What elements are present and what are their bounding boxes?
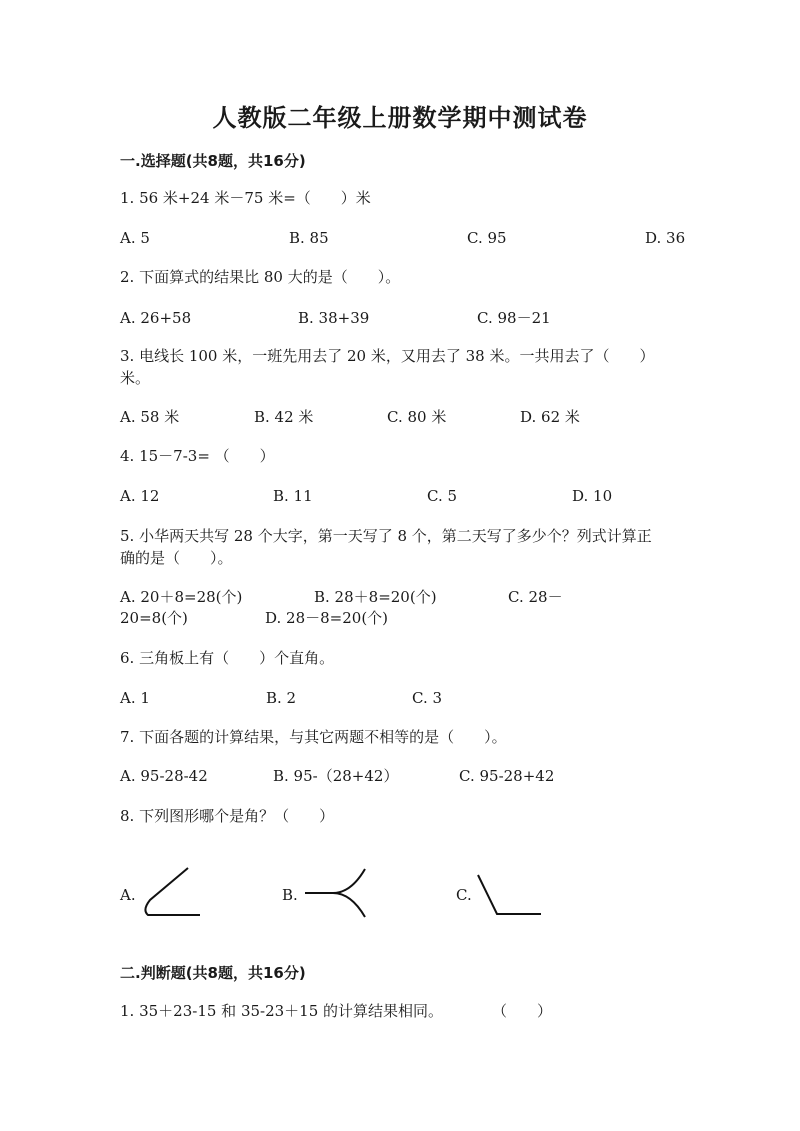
q2-option-c: C. 98－21 [477,309,551,327]
q1-option-d: D. 36 [645,229,686,247]
curved-figure-b [303,865,373,923]
section-heading-choice: 一.选择题(共8题，共16分) [120,152,306,170]
q1-option-a: A. 5 [120,229,150,247]
question-5-line2: 确的是（ ）。 [120,549,233,567]
q3-option-b: B. 42 米 [254,408,314,426]
q3-option-a: A. 58 米 [120,408,180,426]
question-3-line1: 3. 电线长 100 米，一班先用去了 20 米，又用去了 38 米。一共用去了（ ） [120,347,655,365]
q6-option-a: A. 1 [120,689,150,707]
q2-option-b: B. 38+39 [298,309,370,327]
section-heading-judgement: 二.判断题(共8题，共16分) [120,964,306,982]
q3-option-c: C. 80 米 [387,408,447,426]
q7-option-b: B. 95-（28+42） [273,767,399,785]
q7-option-c: C. 95-28+42 [459,767,555,785]
question-7: 7. 下面各题的计算结果，与其它两题不相等的是（ ）。 [120,728,507,746]
q8-option-b-label: B. [282,886,298,904]
q8-option-c-label: C. [456,886,472,904]
question-5-line1: 5. 小华两天共写 28 个大字，第一天写了 8 个，第二天写了多少个？列式计算正 [120,527,652,545]
q7-option-a: A. 95-28-42 [120,767,208,785]
q5-option-a: A. 20＋8=28(个) [120,588,243,606]
q4-option-d: D. 10 [572,487,613,505]
question-3-line2: 米。 [120,369,151,387]
q4-option-a: A. 12 [120,487,160,505]
question-4: 4. 15－7-3= （ ） [120,447,275,465]
q6-option-b: B. 2 [266,689,297,707]
judgement-question-1: 1. 35＋23-15 和 35-23＋15 的计算结果相同。 [120,1002,444,1020]
page-title: 人教版二年级上册数学期中测试卷 [212,104,588,132]
angle-figure-a [140,865,205,920]
q4-option-b: B. 11 [273,487,313,505]
q5-option-c-part1: C. 28－ [508,588,563,606]
q5-option-b: B. 28＋8=20(个) [314,588,437,606]
q1-option-c: C. 95 [467,229,507,247]
judgement-answer-blank: （ ） [492,1002,553,1020]
q5-option-d: D. 28－8=20(个) [265,609,389,627]
q1-option-b: B. 85 [289,229,329,247]
q2-option-a: A. 26+58 [120,309,192,327]
q3-option-d: D. 62 米 [520,408,580,426]
question-6: 6. 三角板上有（ ）个直角。 [120,649,335,667]
q6-option-c: C. 3 [412,689,443,707]
question-2: 2. 下面算式的结果比 80 大的是（ ）。 [120,268,401,286]
q5-option-c-part2: 20=8(个) [120,609,188,627]
question-1: 1. 56 米+24 米－75 米=（ ）米 [120,189,371,207]
q8-option-a-label: A. [120,886,136,904]
question-8: 8. 下列图形哪个是角？（ ） [120,807,335,825]
q4-option-c: C. 5 [427,487,458,505]
angle-figure-c [473,872,545,920]
